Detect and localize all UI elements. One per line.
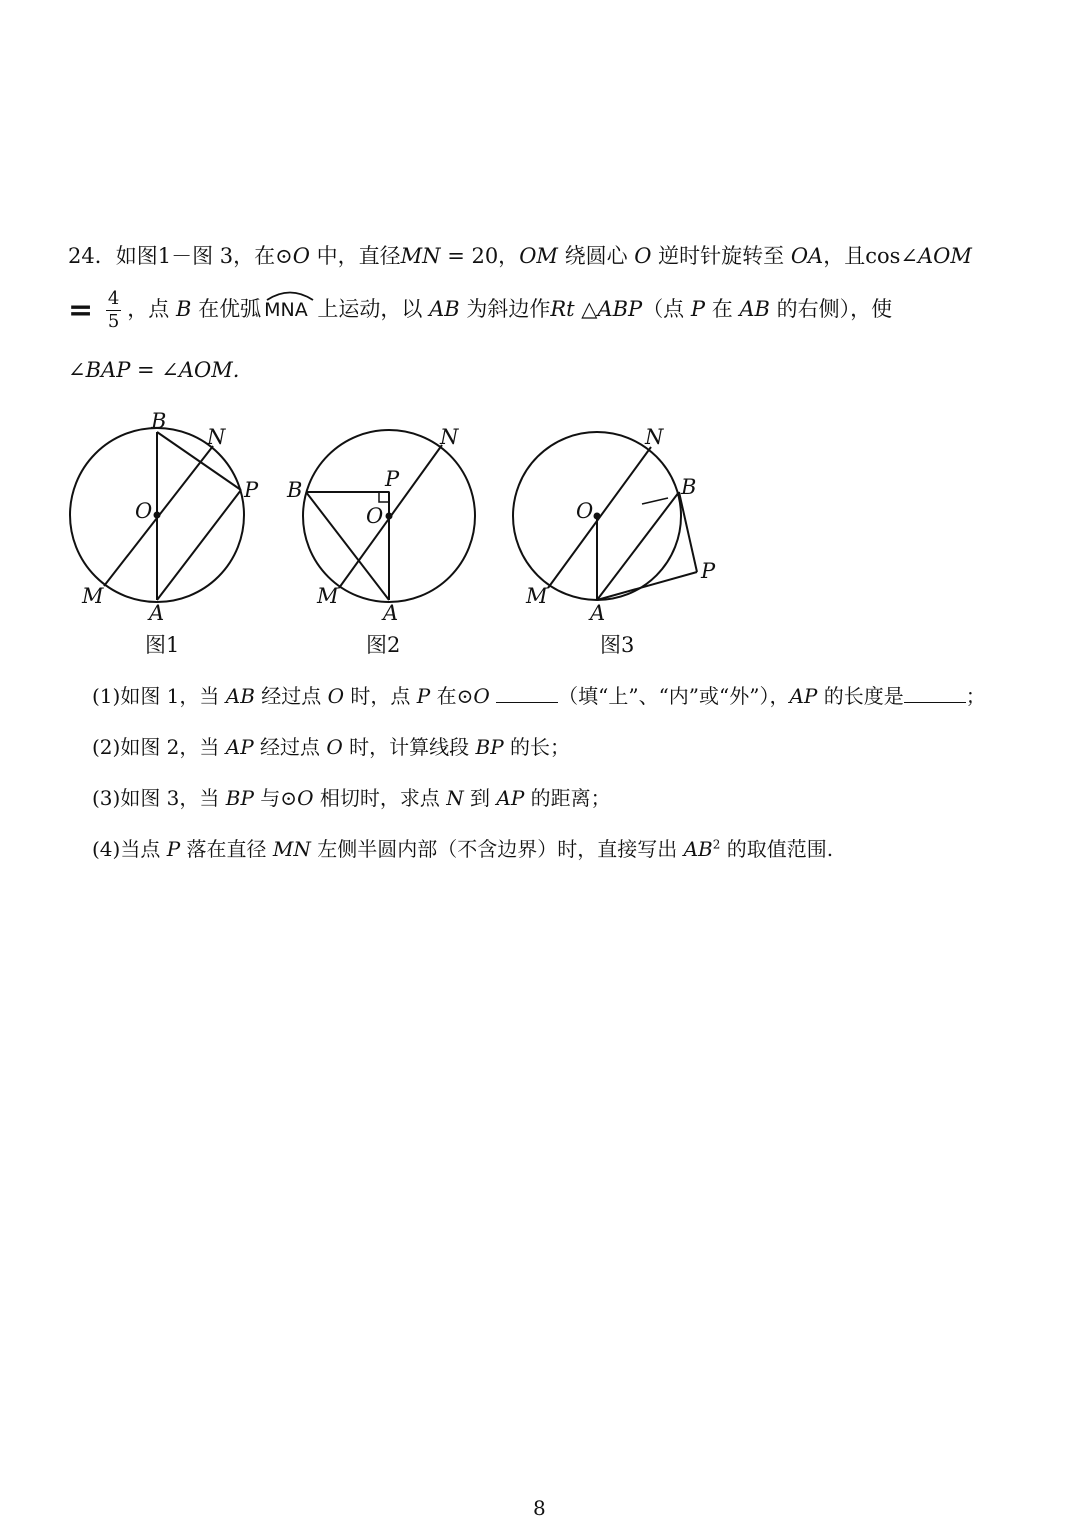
fig1-label-a: A [149, 601, 165, 625]
question-2: (2)如图 2，当 AP 经过点 O 时，计算线段 BP 的长； [92, 735, 571, 759]
fig2-label-p: P [385, 467, 400, 491]
fig2-label-b: B [287, 478, 303, 502]
fig3-label-n: N [645, 425, 664, 449]
answer-blank-position[interactable] [496, 684, 558, 703]
fig1-label-m: M [82, 584, 104, 608]
fig3-label-b: B [681, 475, 697, 499]
answer-blank-length[interactable] [904, 684, 966, 703]
problem-line-2: = $\frac{4}{5}$ ，点 B 在优弧 MNA 上运动，以 AB 为斜边作Rt △ABP（点 P 在 AB 的右侧），使 [68, 288, 893, 332]
arc-mna: MNA [264, 293, 308, 321]
fig3-label-o: O [576, 499, 594, 523]
fig1-label-b: B [151, 409, 167, 433]
fraction-four-fifths: $\frac{4}{5}$ [107, 288, 120, 332]
arc-symbol-icon [264, 289, 316, 301]
problem-line-1: 24．如图1－图 3，在⊙O 中，直径MN = 20，OM 绕圆心 O 逆时针旋转至 OA，且cos∠AOM [68, 244, 972, 268]
fig1-label-n: N [207, 425, 226, 449]
question-3: (3)如图 3，当 BP 与⊙O 相切时，求点 N 到 AP 的距离； [92, 786, 611, 810]
problem-line-3: ∠BAP = ∠AOM. [68, 358, 240, 382]
question-4: (4)当点 P 落在直径 MN 左侧半圆内部（不含边界）时，直接写出 $AB^2$ 的取值范围. [92, 837, 834, 861]
caption-figure-2: 图2 [366, 633, 401, 657]
page-number: 8 [533, 1496, 546, 1520]
fig1-label-p: P [244, 478, 259, 502]
fig1-label-o: O [135, 499, 153, 523]
caption-figure-3: 图3 [600, 633, 635, 657]
geometry-figures [0, 400, 1080, 630]
question-1: (1)如图 1，当 AB 经过点 O 时，点 P 在⊙O （填“上”、“内”或“外”），AP 的长度是 ； [92, 684, 986, 708]
fig2-label-n: N [440, 425, 459, 449]
fig2-label-m: M [317, 584, 339, 608]
figure-3-diagram [513, 432, 697, 600]
fig3-label-p: P [701, 559, 716, 583]
fig3-label-a: A [590, 601, 606, 625]
fig3-label-m: M [526, 584, 548, 608]
fig2-label-a: A [383, 601, 399, 625]
fig2-label-o: O [366, 504, 384, 528]
caption-figure-1: 图1 [145, 633, 180, 657]
